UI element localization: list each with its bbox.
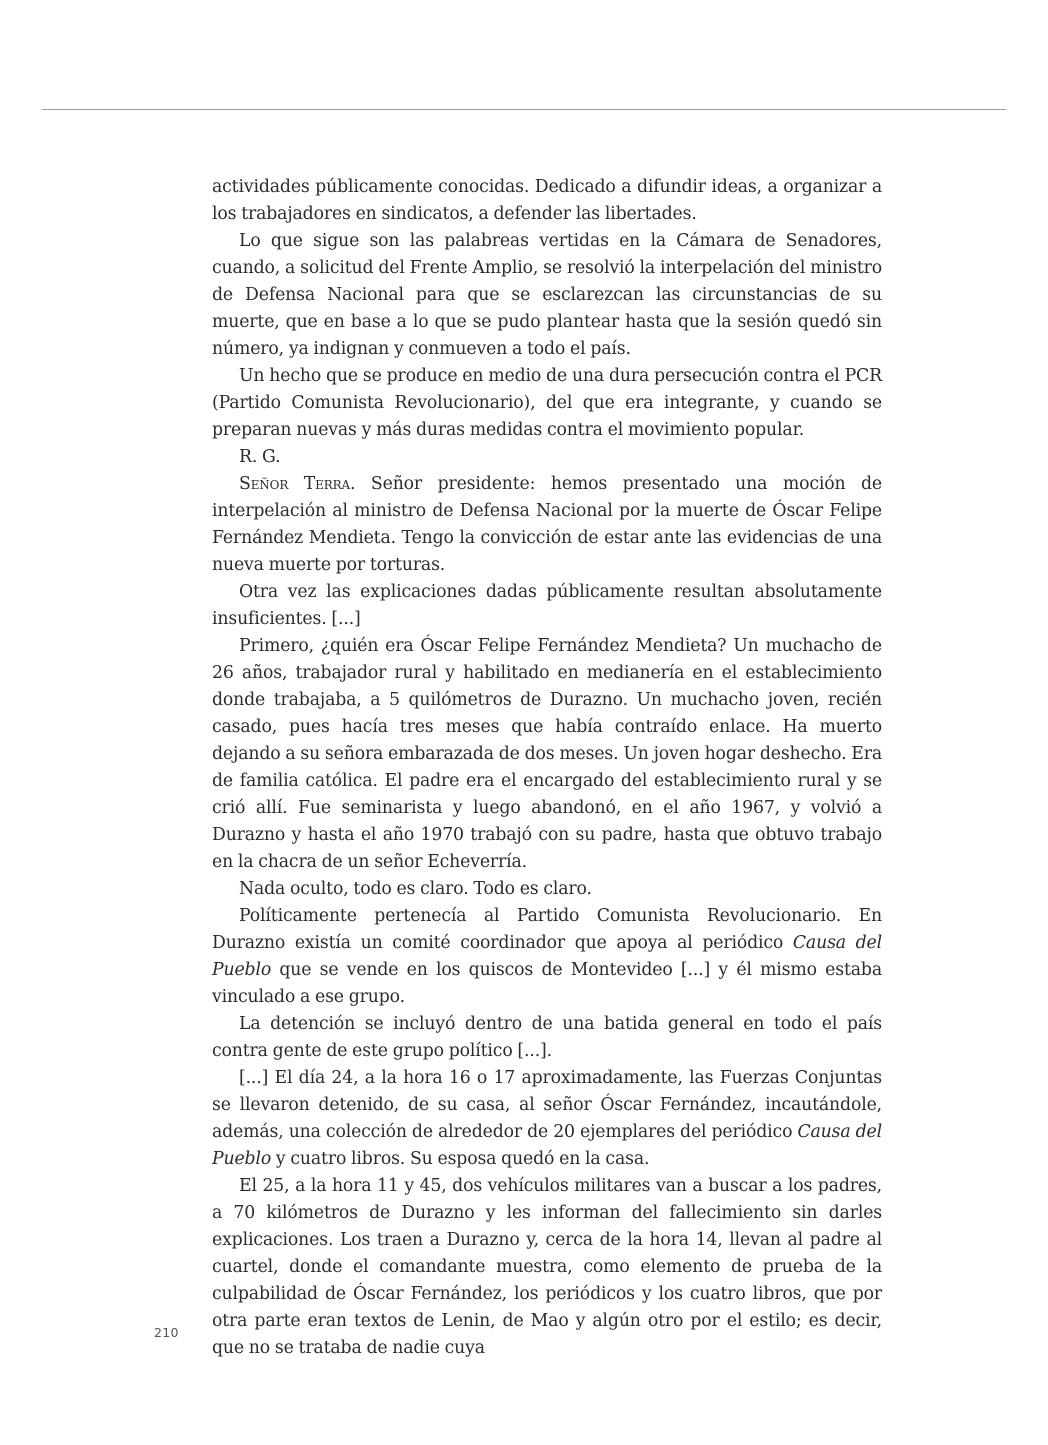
paragraph: Lo que sigue son las palabreas vertidas en la Cámara de Senadores, cuando, a solicitud del Frente Amplio, se resolvió la interpelación del ministro de Defensa Nacional para que se esclarezcan las circunstancias de su muerte, que en base a lo que se pudo plantear hasta que la sesión quedó sin número, ya indignan y conmueven a todo el país.: [212, 231, 882, 359]
paragraph: Un hecho que se produce en medio de una dura persecución contra el PCR (Partido Comunista Revolucionario), del que era integrante, y cuando se preparan nuevas y más duras medidas contra el movimiento popular.: [212, 366, 882, 440]
paragraph: [212, 1065, 882, 1173]
page-number: 210: [154, 1325, 179, 1340]
header-rule: [42, 109, 1006, 110]
paragraph: Otra vez las explicaciones dadas públicamente resultan absolutamente insuficientes. [...]: [212, 582, 882, 629]
text-span: Políticamente pertenecía al Partido Comunista Revolucionario. En Durazno existía un comité coordinador que apoya al periódico: [212, 906, 882, 953]
paragraph: actividades públicamente conocidas. Dedicado a difundir ideas, a organizar a los trabajadores en sindicatos, a defender las libertades.: [212, 177, 882, 224]
text-span: [...] El día 24, a la hora 16 o 17 aproximadamente, las Fuerzas Conjuntas se llevaron detenido, de su casa, al señor Óscar Fernández, incautándole, además, una colección de alrededor de 20 ejemplares del periódico: [212, 1068, 882, 1142]
paragraph: Nada oculto, todo es claro. Todo es claro.: [239, 879, 592, 899]
signature-initials: R. G.: [239, 447, 281, 467]
paragraph: [212, 903, 882, 1011]
speaker-text: . Señor presidente: hemos presentado una moción de interpelación al ministro de Defensa Nacional por la muerte de Óscar Felipe Fernández Mendieta. Tengo la convicción de estar ante las evidencias de una nueva muerte por torturas.: [212, 474, 882, 575]
paragraph: El 25, a la hora 11 y 45, dos vehículos militares van a buscar a los padres, a 70 kilómetros de Durazno y les informan del fallecimiento sin darles explicaciones. Los traen a Durazno y, cerca de la hora 14, llevan al padre al cuartel, donde el comandante muestra, como elemento de prueba de la culpabilidad de Óscar Fernández, los periódicos y los cuatro libros, que por otra parte eran textos de Lenin, de Mao y algún otro por el estilo; es decir, que no se trataba de nadie cuya: [212, 1176, 882, 1358]
speaker-name: Señor Terra: [239, 474, 351, 494]
paragraph: La detención se incluyó dentro de una batida general en todo el país contra gente de este grupo político [...].: [212, 1014, 882, 1061]
text-span: y cuatro libros. Su esposa quedó en la casa.: [271, 1149, 650, 1169]
speaker-paragraph: [212, 471, 882, 579]
paragraph: Primero, ¿quién era Óscar Felipe Fernández Mendieta? Un muchacho de 26 años, trabajador rural y habilitado en medianería en el establecimiento donde trabajaba, a 5 quilómetros de Durazno. Un muchacho joven, recién casado, pues hacía tres meses que había contraído enlace. Ha muerto dejando a su señora embarazada de dos meses. Un joven hogar deshecho. Era de familia católica. El padre era el encargado del establecimiento rural y se crió allí. Fue seminarista y luego abandonó, en el año 1967, y volvió a Durazno y hasta el año 1970 trabajó con su padre, hasta que obtuvo trabajo en la chacra de un señor Echeverría.: [212, 636, 882, 872]
periodical-title: Causa del Pueblo: [212, 933, 882, 980]
text-span: que se vende en los quiscos de Montevideo [...] y él mismo estaba vinculado a ese grupo.: [212, 960, 882, 1007]
periodical-title: Causa del Pueblo: [212, 1122, 882, 1169]
body-text: [212, 174, 882, 1362]
